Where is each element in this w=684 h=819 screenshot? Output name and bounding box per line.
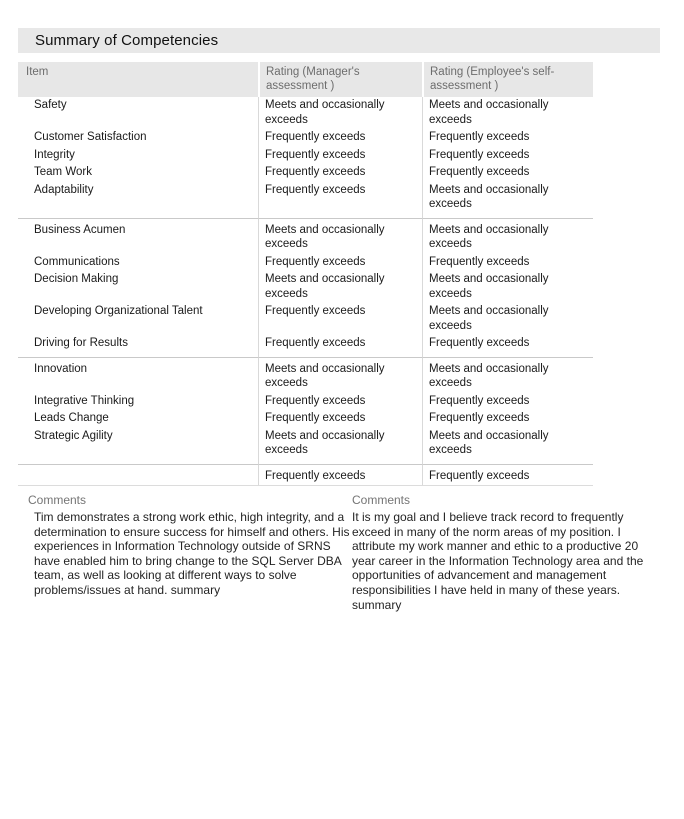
employee-comments-text: It is my goal and I believe track record to frequently exceed in many of the norm areas of my position. I attribute my work manner and ethic to a productive 20 year career in the Information Technology area and the opportunities of advancement and management responsibilities I have held in many of these years. summary	[352, 510, 644, 612]
item-cell: Integrative Thinking	[34, 394, 135, 407]
employee-rating-cell: Meets and occasionally exceeds	[422, 271, 593, 303]
table-row	[18, 97, 593, 129]
employee-rating-cell: Meets and occasionally exceeds	[422, 428, 593, 464]
employee-rating-cell: Frequently exceeds	[422, 254, 593, 272]
table-row	[18, 357, 593, 393]
column-header-employee-rating: Rating (Employee's self-assessment )	[422, 62, 593, 97]
employee-rating-cell: Frequently exceeds	[422, 335, 593, 357]
manager-rating-cell: Frequently exceeds	[258, 254, 422, 272]
employee-rating-cell: Meets and occasionally exceeds	[422, 303, 593, 335]
comments-section	[18, 493, 684, 612]
employee-rating-cell: Frequently exceeds	[422, 410, 593, 428]
item-cell: Decision Making	[34, 273, 119, 285]
manager-rating-cell: Meets and occasionally exceeds	[258, 97, 422, 129]
employee-comments	[352, 493, 644, 612]
table-row	[18, 147, 593, 165]
item-cell: Integrity	[34, 148, 75, 161]
manager-rating-cell: Meets and occasionally exceeds	[258, 357, 422, 393]
page-title: Summary of Competencies	[35, 32, 219, 49]
employee-rating-cell: Frequently exceeds	[422, 147, 593, 165]
item-cell: Driving for Results	[34, 337, 128, 349]
table-row	[18, 218, 593, 254]
table-row	[18, 164, 593, 182]
manager-comments	[28, 493, 352, 612]
competencies-table	[18, 62, 593, 486]
table-row	[18, 129, 593, 147]
table-row	[18, 428, 593, 464]
table-row	[18, 335, 593, 357]
manager-comments-label: Comments	[28, 493, 87, 507]
employee-rating-cell: Meets and occasionally exceeds	[422, 182, 593, 218]
manager-comments-text: Tim demonstrates a strong work ethic, high integrity, and a determination to ensure success for himself and others. His experiences in Information Technology outside of SRNS have enabled him to bring change to the SQL Server DBA team, as well as looking at different ways to solve problems/issues at hand. summary	[34, 510, 350, 597]
employee-rating-cell: Frequently exceeds	[422, 393, 593, 411]
employee-rating-cell: Meets and occasionally exceeds	[422, 97, 593, 129]
table-row	[18, 464, 593, 487]
column-header-manager-rating: Rating (Manager's assessment )	[258, 62, 422, 97]
item-cell: Adaptability	[34, 183, 94, 196]
manager-rating-cell: Frequently exceeds	[258, 303, 422, 335]
manager-rating-cell: Frequently exceeds	[258, 393, 422, 411]
employee-rating-cell: Frequently exceeds	[422, 129, 593, 147]
table-row	[18, 410, 593, 428]
table-row	[18, 182, 593, 218]
item-cell: Customer Satisfaction	[34, 131, 147, 143]
manager-rating-cell: Meets and occasionally exceeds	[258, 428, 422, 464]
manager-rating-cell: Frequently exceeds	[258, 464, 422, 487]
section-title-bar	[18, 28, 660, 53]
manager-rating-cell: Frequently exceeds	[258, 335, 422, 357]
employee-rating-cell: Meets and occasionally exceeds	[422, 357, 593, 393]
table-header-row	[18, 62, 593, 97]
manager-rating-cell: Frequently exceeds	[258, 164, 422, 182]
item-cell: Safety	[34, 99, 67, 111]
item-cell: Strategic Agility	[34, 429, 113, 442]
item-cell: Business Acumen	[18, 218, 258, 254]
item-cell: Communications	[34, 255, 120, 268]
table-row	[18, 303, 593, 335]
manager-rating-cell: Frequently exceeds	[258, 182, 422, 218]
manager-rating-cell: Frequently exceeds	[258, 147, 422, 165]
table-row	[18, 271, 593, 303]
employee-rating-cell: Frequently exceeds	[422, 164, 593, 182]
item-cell: Leads Change	[34, 412, 109, 424]
manager-rating-cell: Meets and occasionally exceeds	[258, 271, 422, 303]
item-cell	[18, 464, 258, 487]
table-row	[18, 393, 593, 411]
item-cell: Innovation	[18, 357, 258, 393]
item-cell: Developing Organizational Talent	[34, 305, 203, 317]
manager-rating-cell: Frequently exceeds	[258, 129, 422, 147]
manager-rating-cell: Frequently exceeds	[258, 410, 422, 428]
employee-rating-cell: Meets and occasionally exceeds	[422, 218, 593, 254]
column-header-item: Item	[18, 62, 258, 97]
item-cell: Team Work	[34, 166, 92, 178]
manager-rating-cell: Meets and occasionally exceeds	[258, 218, 422, 254]
table-row	[18, 254, 593, 272]
employee-rating-cell: Frequently exceeds	[422, 464, 593, 487]
employee-comments-label: Comments	[352, 493, 411, 507]
